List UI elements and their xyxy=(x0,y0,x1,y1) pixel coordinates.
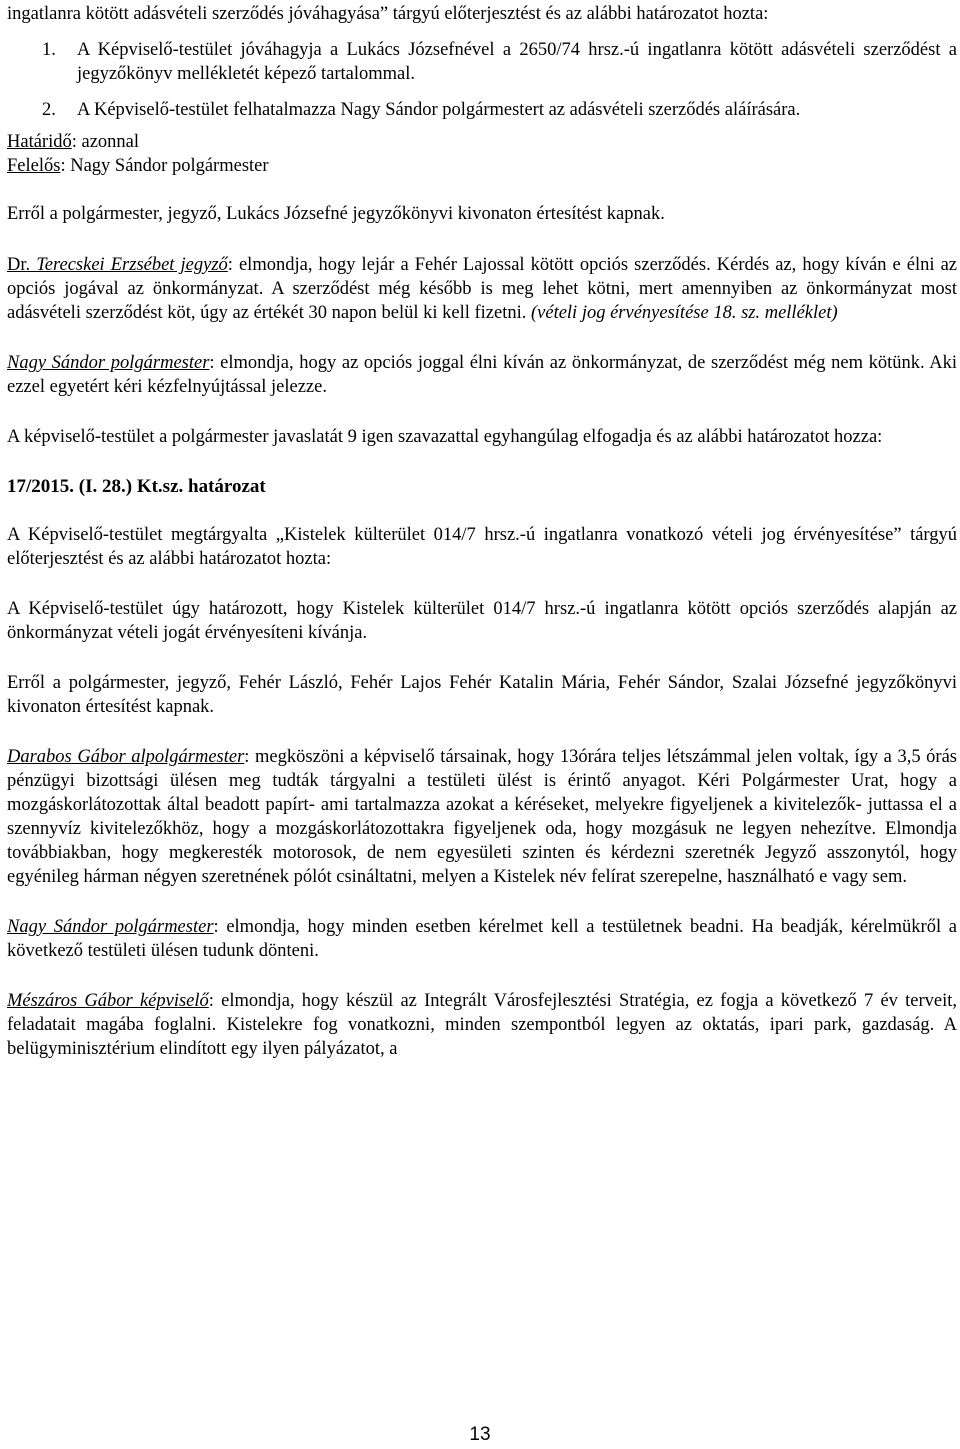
notary-note: (vételi jog érvényesítése 18. sz. melléklet) xyxy=(530,303,838,323)
mayor-speaker: Nagy Sándor polgármester xyxy=(7,917,214,937)
mayor-paragraph-2 xyxy=(7,915,957,963)
vote-paragraph: A képviselő-testület a polgármester javaslatát 9 igen szavazattal egyhangúlag elfogadja és az alábbi határozatot hozza: xyxy=(7,427,883,447)
mayor-speaker: Nagy Sándor polgármester xyxy=(7,353,210,373)
deadline-value: : azonnal xyxy=(71,132,140,152)
responsible-value: : Nagy Sándor polgármester xyxy=(60,156,269,176)
deadline-line xyxy=(7,130,957,154)
notary-text: : elmondja, hogy lejár a Fehér Lajossal kötött opciós szerződés. Kérdés az, hogy kíván e élni az opciós jogával az önkormányzat. A szerződést még később is meg lehet kötni, mert amennyiben az önkormányzat most adásvételi szerződést köt, úgy az értékét 30 napon belül ki kell fizetni. xyxy=(7,255,958,323)
notice-paragraph-1: Erről a polgármester, jegyző, Lukács Józsefné jegyzőkönyvi kivonaton értesítést kapnak. xyxy=(7,204,665,224)
notary-speaker-name: Terecskei Erzsébet jegyző xyxy=(36,255,228,275)
notary-speaker-prefix: Dr. xyxy=(7,255,37,275)
responsible-line xyxy=(7,154,957,178)
meszaros-speaker: Mészáros Gábor képviselő xyxy=(7,991,209,1011)
deputy-mayor-paragraph xyxy=(7,745,957,889)
page-number: 13 xyxy=(469,1424,491,1445)
resolution-item-2 xyxy=(7,98,957,122)
resolution-item-1 xyxy=(7,38,957,86)
deadline-label: Határidő xyxy=(7,132,72,152)
resolution-intro: A Képviselő-testület megtárgyalta „Kistelek külterület 014/7 hrsz.-ú ingatlanra vonatkozó vételi jog érvényesítése” tárgyú előterjesztést és az alábbi határozatot hozta: xyxy=(7,525,957,569)
responsible-label: Felelős xyxy=(7,156,61,176)
deputy-mayor-text: : megköszöni a képviselő társainak, hogy 13órára teljes létszámmal jelen voltak, így a 3,5 órás pénzügyi bizottsági ülésen meg tudták tárgyalni a testületi ülést is érintő anyagot. Kéri Polgármester Urat, hogy a mozgáskorlátozottak által beadott papírt- ami tartalmazza azokat a kéréseket, melyekre figyeljenek a kivitelezők- juttassa el a szennyvíz kivitelezőkhöz, hogy a mozgáskorlátozottakra figyeljenek oda, hogy mozgásuk ne legyen nehezítve. Elmondja továbbiakban, hogy megkeresték motorosok, de nem egyesületi szinten és kérdezni szeretnék Jegyző asszonytól, hogy egyénileg hárman négyen szeretnének pólót csináltatni, melyen a Kistelek név felírat szerepelne, használható e vagy sem. xyxy=(7,747,957,887)
notary-speaker xyxy=(7,255,228,275)
meszaros-text: : elmondja, hogy készül az Integrált Városfejlesztési Stratégia, ez fogja a következő 7 év terveit, feladatait magába foglalni. Kistelekre fog vonatkozni, minden szempontból legyen az oktatás, ipari park, gazdaság. A belügyminisztérium elindított egy ilyen pályázatot, a xyxy=(7,991,957,1059)
meszaros-paragraph xyxy=(7,989,957,1061)
resolution-body: A Képviselő-testület úgy határozott, hogy Kistelek külterület 014/7 hrsz.-ú ingatlanra kötött opciós szerződés alapján az önkormányzat vételi jogát érvényesíteni kívánja. xyxy=(7,599,957,643)
resolution-text: A Képviselő-testület felhatalmazza Nagy Sándor polgármestert az adásvételi szerződés aláírására. xyxy=(77,100,801,120)
resolution-text: A Képviselő-testület jóváhagyja a Lukács Józsefnével a 2650/74 hrsz.-ú ingatlanra kötött adásvételi szerződést a jegyzőkönyv mellékletét képező tartalommal. xyxy=(77,40,957,84)
notice-paragraph-2: Erről a polgármester, jegyző, Fehér László, Fehér Lajos Fehér Katalin Mária, Fehér Sándor, Szalai Józsefné jegyzőkönyvi kivonaton értesítést kapnak. xyxy=(7,673,957,717)
deputy-mayor-speaker: Darabos Gábor alpolgármester xyxy=(7,747,245,767)
resolution-number: 2. xyxy=(42,100,56,120)
resolution-heading: 17/2015. (I. 28.) Kt.sz. határozat xyxy=(7,476,266,497)
mayor-text: : elmondja, hogy az opciós joggal élni kíván az önkormányzat, de szerződést még nem kötünk. Aki ezzel egyetért kéri kézfelnyújtással jelezze. xyxy=(7,353,957,397)
resolution-list xyxy=(7,38,957,122)
resolution-number: 1. xyxy=(42,40,56,60)
mayor-paragraph-1 xyxy=(7,351,957,399)
notary-paragraph xyxy=(7,253,957,325)
mayor-text: : elmondja, hogy minden esetben kérelmet kell a testületnek beadni. Ha beadják, kérelmükről a következő testületi ülésen tudunk dönteni. xyxy=(7,917,957,961)
intro-paragraph: ingatlanra kötött adásvételi szerződés jóváhagyása” tárgyú előterjesztést és az alábbi határozatot hozta: xyxy=(7,4,769,24)
document-page xyxy=(7,0,957,1061)
